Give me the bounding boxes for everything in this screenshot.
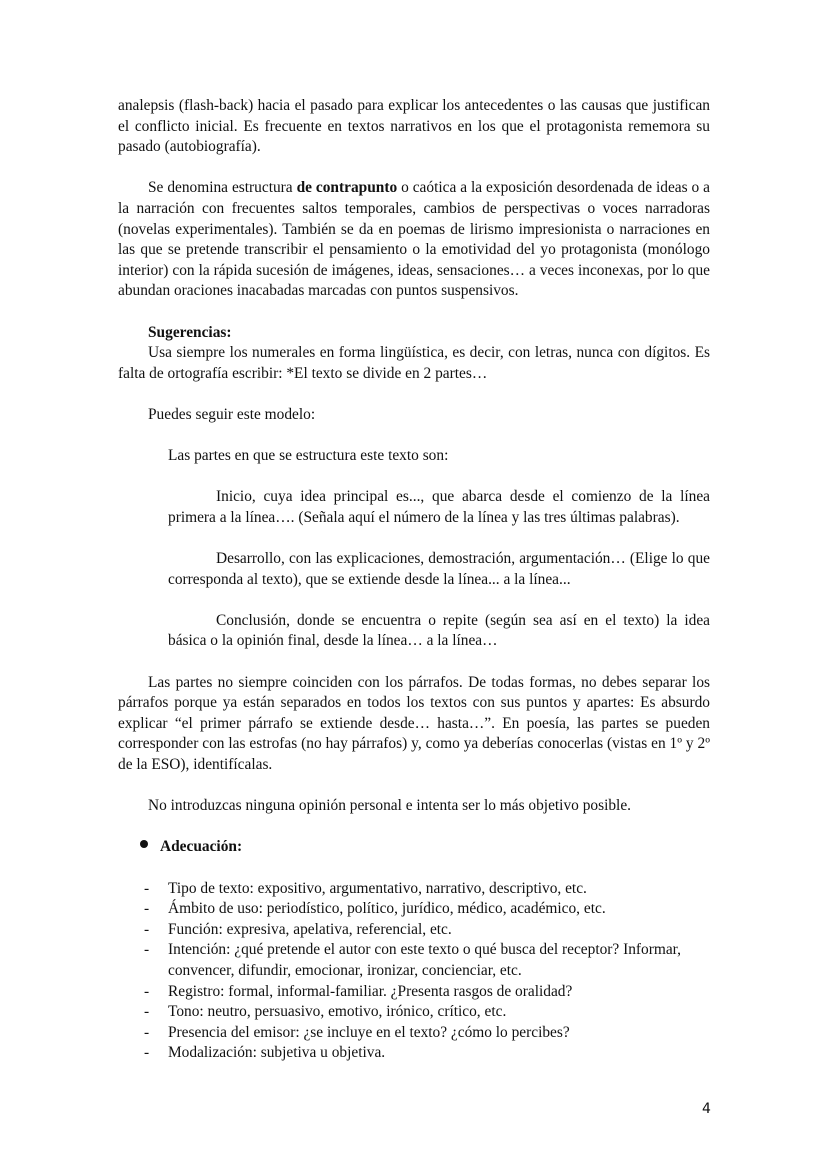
document-page — [118, 96, 710, 1064]
spacer — [118, 467, 710, 488]
spacer — [118, 158, 710, 179]
spacer — [118, 652, 710, 673]
spacer — [168, 528, 710, 549]
list-item: - Presencia del emisor: ¿se incluye en el texto? ¿cómo lo percibes? — [118, 1023, 710, 1044]
contrapunto-text-before: Se denomina estructura — [148, 179, 297, 197]
contrapunto-term: de contrapunto — [296, 179, 398, 197]
page-number: 4 — [702, 1101, 711, 1117]
paragraph-opinion: No introduzcas ninguna opinión personal e intenta ser lo más objetivo posible. — [148, 797, 631, 815]
list-item: - Tono: neutro, persuasivo, emotivo, irónico, crítico, etc. — [118, 1002, 710, 1023]
adecuacion-heading: Adecuación: — [160, 838, 243, 856]
model-lead: Las partes en que se estructura este texto son: — [168, 447, 449, 465]
dash-icon: - — [144, 900, 150, 918]
contrapunto-text-after: o caótica a la exposición desordenada de ideas o a la narración con frecuentes saltos temporales, cambios de perspectivas o voces narradoras (novelas experimentales). También se da en poemas de lirismo impresionista o narraciones en las que se pretende transcribir el pensamiento o la emotividad del yo protagonista (monólogo interior) con la rápida sucesión de imágenes, ideas, sensaciones… a veces inconexas, por lo que abundan oraciones inacabadas marcadas con puntos suspensivos. — [118, 179, 710, 300]
list-item: - Modalización: subjetiva u objetiva. — [118, 1043, 710, 1064]
dash-icon: - — [144, 1003, 150, 1021]
spacer — [118, 426, 710, 447]
dash-icon: - — [144, 920, 150, 938]
paragraph-partes: Las partes no siempre coinciden con los párrafos. De todas formas, no debes separar los párrafos porque ya están separados en todos los textos con sus puntos y apartes: Es absurdo explicar “el primer párrafo se extiende desde… hasta…”. En poesía, las partes se pueden corresponder con las estrofas (no hay párrafos) y, como ya deberías conocerlas (vistas en 1º y 2º de la ESO), identifícalas. — [118, 673, 710, 773]
dash-icon: - — [144, 941, 150, 959]
model-parts — [118, 487, 710, 652]
dash-icon: - — [144, 1023, 150, 1041]
list-item: - Función: expresiva, apelativa, referencial, etc. — [118, 920, 710, 941]
adecuacion-heading-item — [118, 837, 710, 858]
adecuacion-list — [118, 879, 710, 1064]
model-part-conclusion: Conclusión, donde se encuentra o repite (según sea así en el texto) la idea básica o la opinión final, desde la línea… a la línea… — [168, 611, 710, 650]
paragraph-analepsis: analepsis (flash-back) hacia el pasado para explicar los antecedentes o las causas que justifican el conflicto inicial. Es frecuente en textos narrativos en los que el protagonista rememora su pasado (autobiografía). — [118, 97, 710, 156]
spacer — [118, 858, 710, 879]
sugerencias-text: Usa siempre los numerales en forma lingüística, es decir, con letras, nunca con dígitos. Es falta de ortografía escribir: *El texto se divide en 2 partes… — [118, 344, 710, 382]
model-part-desarrollo: Desarrollo, con las explicaciones, demostración, argumentación… (Elige lo que corresponda al texto), que se extiende desde la línea... a la línea... — [168, 550, 710, 588]
model-intro: Puedes seguir este modelo: — [148, 405, 316, 423]
paragraph-contrapunto — [118, 178, 710, 302]
sugerencias-heading: Sugerencias: — [148, 323, 232, 341]
list-item: - Intención: ¿qué pretende el autor con este texto o qué busca del receptor? Informar, convencer, difundir, emocionar, ironizar, concienciar, etc. — [118, 940, 710, 981]
list-item: - Registro: formal, informal-familiar. ¿Presenta rasgos de oralidad? — [118, 982, 710, 1003]
list-item: - Ámbito de uso: periodístico, político, jurídico, médico, académico, etc. — [118, 899, 710, 920]
dash-icon: - — [144, 879, 150, 897]
dash-icon: - — [144, 982, 150, 1000]
bullet-icon — [140, 840, 148, 848]
model-part-inicio: Inicio, cuya idea principal es..., que abarca desde el comienzo de la línea primera a la línea…. (Señala aquí el número de la línea y las tres últimas palabras). — [168, 488, 710, 526]
spacer — [118, 384, 710, 405]
spacer — [118, 817, 710, 838]
spacer — [118, 776, 710, 797]
spacer — [118, 302, 710, 323]
spacer — [168, 590, 710, 611]
dash-icon: - — [144, 1044, 150, 1062]
list-item: - Tipo de texto: expositivo, argumentativo, narrativo, descriptivo, etc. — [118, 879, 710, 900]
